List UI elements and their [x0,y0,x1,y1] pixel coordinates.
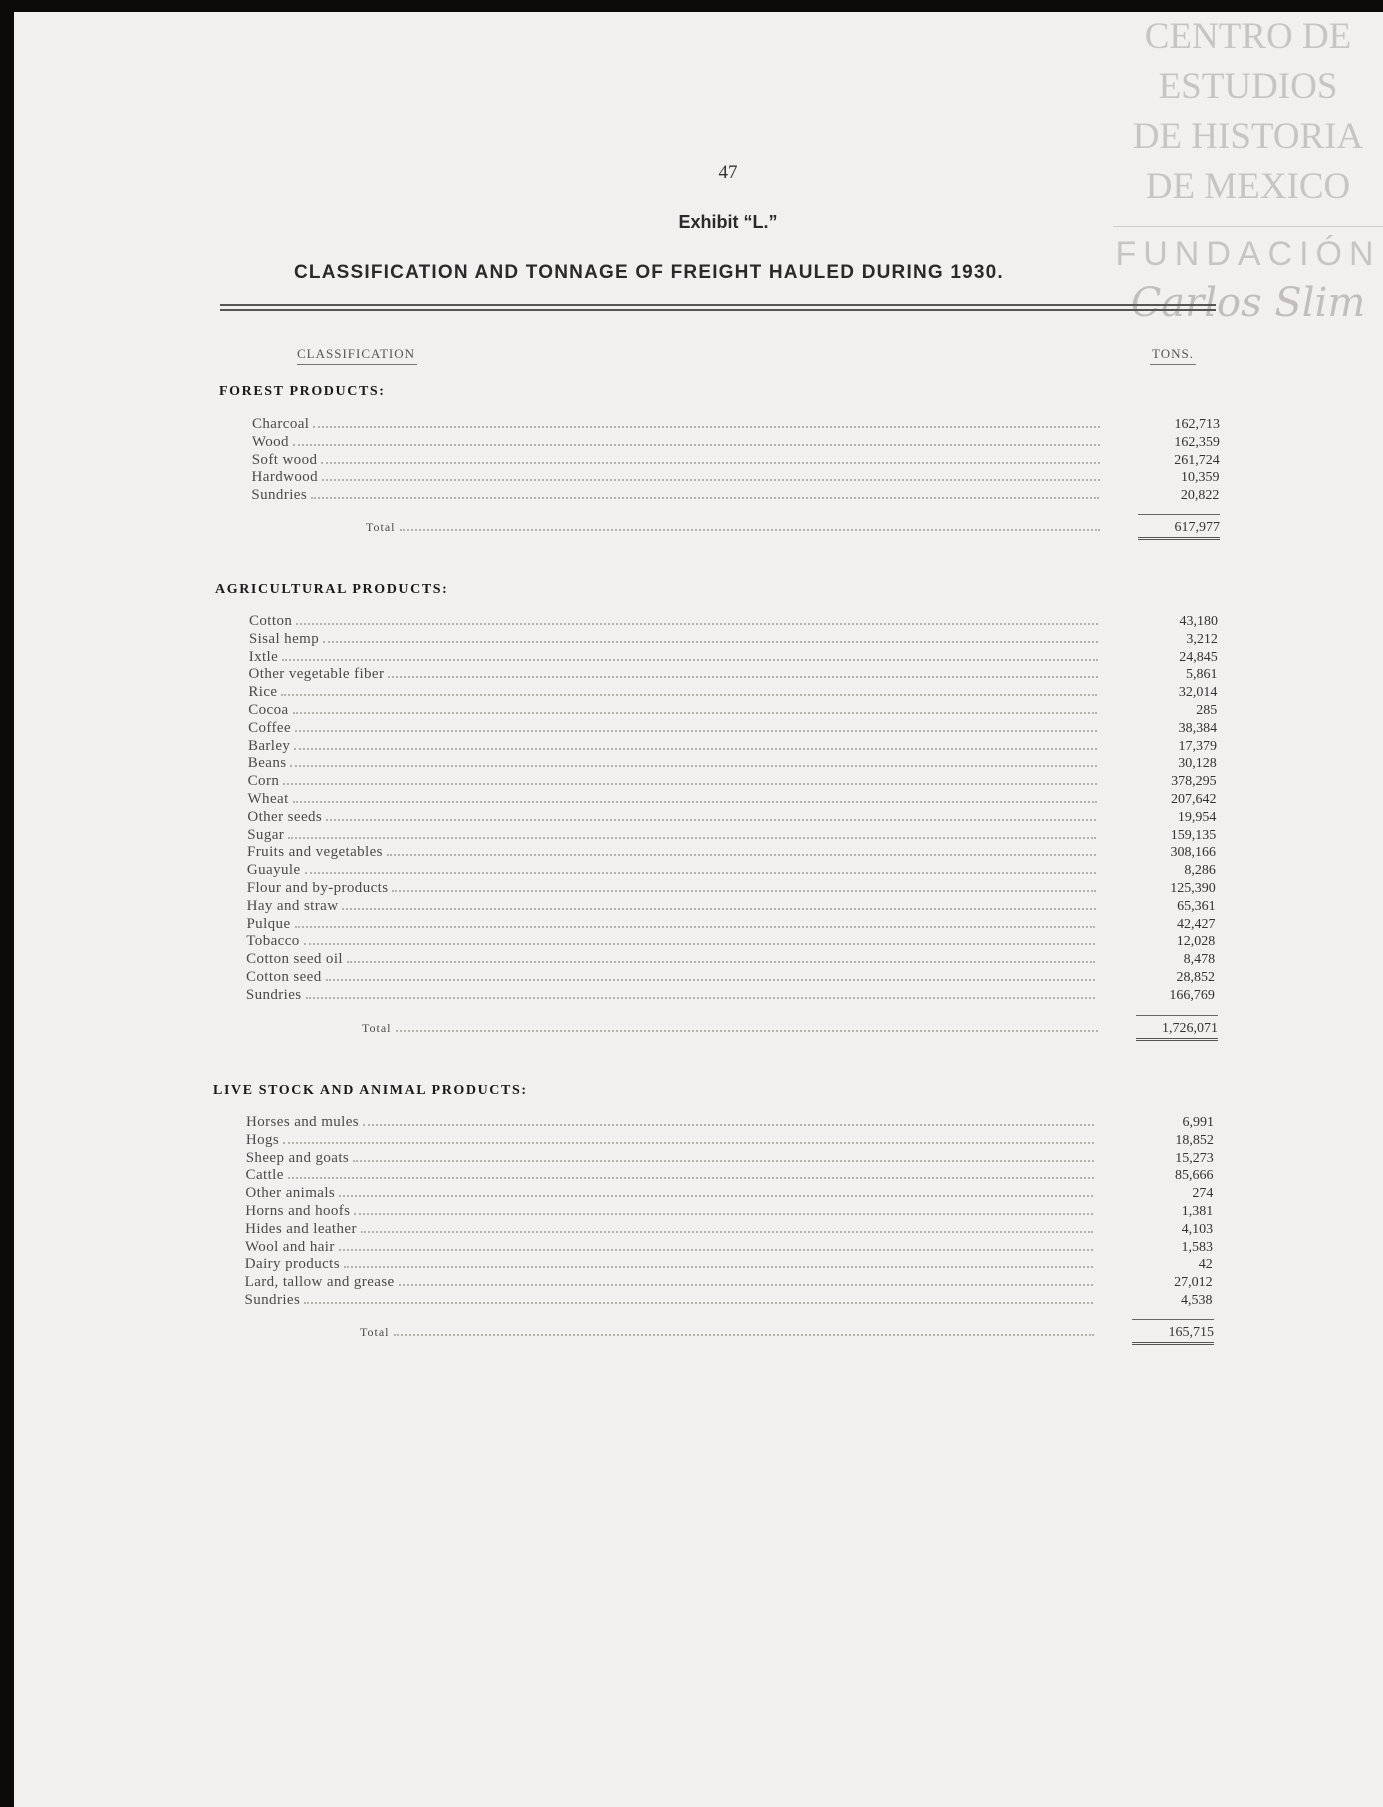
row-value: 6,991 [1182,1115,1214,1130]
table-row [246,1114,1214,1132]
table-row [246,916,1215,934]
table-row [247,880,1216,898]
table-row [248,755,1217,773]
tons-column-header: TONS. [1150,346,1196,365]
table-row [246,951,1215,969]
row-label: Cattle [245,1167,284,1184]
row-value: 18,852 [1175,1132,1214,1148]
table-row [247,898,1216,916]
row-label: Pulque [246,915,291,932]
table-row [248,791,1217,809]
row-value: 308,166 [1170,845,1217,861]
watermark-line: DE HISTORIA [1132,116,1364,157]
leader-dots [321,462,1099,464]
leader-dots [344,1266,1093,1268]
leader-dots [293,801,1097,803]
table-row [249,631,1218,649]
header-double-rule [220,304,1216,311]
leader-dots [399,1284,1093,1286]
leader-dots [288,1177,1094,1179]
leader-dots [322,479,1099,481]
leader-dots [353,1160,1094,1162]
exhibit-label: Exhibit “L.” [678,212,778,232]
row-value: 261,724 [1174,452,1220,468]
leader-dots [394,1334,1095,1336]
leader-dots [326,819,1096,821]
row-value: 4,538 [1181,1293,1213,1308]
total-value: 1,726,071 [1136,1015,1218,1041]
leader-dots [293,444,1100,446]
row-value: 30,128 [1178,756,1217,772]
row-value: 3,212 [1186,631,1218,647]
leader-dots [388,676,1097,678]
leader-dots [282,659,1098,661]
section-title: FOREST PRODUCTS: [219,384,386,399]
row-label: Wheat [247,791,289,807]
row-label: Guayule [246,862,301,879]
total-row [360,1319,1214,1340]
row-value: 8,286 [1184,863,1216,879]
row-label: Lard, tallow and grease [244,1274,395,1291]
leader-dots [304,1302,1092,1304]
row-value: 32,014 [1178,685,1218,701]
row-value: 162,359 [1174,434,1220,450]
total-label: Total [362,1021,392,1035]
row-value: 42 [1198,1257,1213,1273]
row-value: 125,390 [1170,881,1216,896]
table-row [245,1203,1213,1221]
leader-dots [283,783,1096,785]
row-value: 12,028 [1176,934,1216,950]
row-label: Wood [251,433,289,450]
row-label: Rice [248,684,278,701]
row-value: 274 [1192,1186,1214,1202]
leader-dots [387,854,1096,856]
leader-dots [363,1124,1094,1126]
table-row [245,1292,1213,1310]
row-label: Other animals [245,1185,336,1202]
table-row [252,452,1220,470]
table-row [252,416,1220,434]
row-value: 285 [1196,703,1218,718]
table-row [248,773,1217,791]
table-row [247,809,1216,827]
total-label: Total [360,1325,390,1339]
total-value: 617,977 [1138,514,1220,540]
row-value: 4,103 [1181,1221,1214,1237]
row-value: 27,012 [1174,1275,1213,1291]
row-label: Cotton [249,613,293,629]
table-row [247,844,1216,862]
table-row [245,1185,1213,1203]
table-row [249,666,1218,684]
row-value: 166,769 [1169,987,1215,1003]
table-row [247,862,1216,880]
leader-dots [392,890,1095,892]
leader-dots [295,730,1097,732]
row-label: Hay and straw [246,897,339,914]
table-row [247,827,1216,845]
row-label: Coffee [248,719,292,736]
table-row [246,969,1215,987]
row-value: 42,427 [1176,916,1216,932]
row-label: Cotton seed [246,969,322,985]
row-label: Horns and hoofs [245,1203,351,1219]
watermark-foundation: FUNDACIÓN [1115,235,1381,273]
row-value: 159,135 [1170,827,1217,843]
row-label: Charcoal [252,416,310,432]
leader-dots [342,908,1095,910]
total-row [366,514,1220,535]
leader-dots [283,1142,1094,1144]
row-label: Corn [247,773,280,790]
row-value: 8,478 [1183,952,1216,968]
row-label: Cocoa [248,702,289,718]
row-label: Sisal hemp [248,630,320,647]
row-label: Horses and mules [246,1114,360,1130]
row-value: 5,861 [1186,667,1218,683]
row-value: 17,379 [1178,738,1217,754]
table-row [249,613,1218,631]
table-row [248,702,1217,720]
classification-column-header: CLASSIFICATION [297,346,417,365]
leader-dots [313,426,1100,428]
row-label: Wool and hair [244,1238,335,1255]
table-row [246,933,1215,951]
total-label: Total [366,520,396,534]
leader-dots [326,979,1095,981]
row-label: Other seeds [247,808,323,825]
leader-dots [311,497,1099,499]
leader-dots [400,529,1101,531]
row-label: Flour and by-products [246,880,389,896]
document-page [14,12,1383,1807]
leader-dots [290,765,1096,767]
leader-dots [396,1030,1099,1032]
row-value: 28,852 [1176,970,1215,985]
table-row [248,720,1217,738]
leader-dots [347,961,1095,963]
leader-dots [361,1231,1093,1233]
leader-dots [306,997,1095,999]
leader-dots [304,943,1096,945]
leader-dots [339,1249,1093,1251]
row-label: Barley [247,737,291,754]
row-value: 38,384 [1178,720,1218,736]
leader-dots [323,641,1098,643]
row-label: Sugar [247,826,285,843]
row-label: Sundries [251,487,308,504]
page-title: CLASSIFICATION AND TONNAGE OF FREIGHT HAULED DURING 1930. [294,262,1004,283]
row-label: Fruits and vegetables [247,844,383,861]
row-label: Sundries [244,1292,301,1308]
row-value: 19,954 [1177,809,1217,825]
row-value: 162,713 [1174,417,1220,432]
watermark-line: DE MEXICO [1145,166,1351,207]
row-value: 43,180 [1179,614,1218,629]
total-value: 165,715 [1132,1319,1214,1345]
leader-dots [305,872,1096,874]
row-label: Other vegetable fiber [248,666,385,683]
row-value: 10,359 [1181,470,1220,486]
row-label: Hardwood [251,469,319,486]
table-row [246,1150,1214,1168]
row-label: Hides and leather [245,1220,357,1237]
row-label: Soft wood [251,451,318,468]
table-row [246,1167,1214,1185]
table-row [245,1221,1213,1239]
leader-dots [296,623,1098,625]
row-label: Sundries [245,986,302,1003]
table-row [245,1256,1213,1274]
row-label: Sheep and goats [245,1149,350,1166]
row-value: 65,361 [1177,898,1216,914]
watermark-line: CENTRO DE [1144,16,1352,57]
leader-dots [339,1195,1093,1197]
row-value: 20,822 [1180,488,1220,504]
leader-dots [294,748,1097,750]
row-value: 378,295 [1171,774,1217,790]
leader-dots [288,837,1096,839]
table-row [245,1239,1213,1257]
row-value: 1,381 [1181,1204,1214,1219]
watermark-signature: Carlos Slim [1130,280,1366,326]
row-label: Ixtle [248,648,279,665]
row-label: Cotton seed oil [246,951,343,968]
section-title: AGRICULTURAL PRODUCTS: [215,582,449,597]
table-row [245,1274,1213,1292]
row-value: 85,666 [1175,1168,1214,1184]
table-row [249,649,1218,667]
row-value: 15,273 [1175,1150,1214,1166]
leader-dots [295,926,1096,928]
section-title: LIVE STOCK AND ANIMAL PRODUCTS: [213,1083,528,1098]
row-value: 24,845 [1179,649,1218,665]
table-row [246,987,1215,1005]
row-value: 207,642 [1171,792,1217,807]
table-row [252,469,1220,487]
table-row [252,434,1220,452]
leader-dots [354,1213,1093,1215]
row-label: Beans [247,755,287,772]
leader-dots [281,694,1097,696]
page-number: 47 [718,162,738,183]
watermark-line: ESTUDIOS [1158,66,1338,107]
archive-watermark [1113,12,1383,372]
total-row [362,1015,1218,1036]
row-label: Dairy products [244,1256,340,1273]
row-label: Tobacco [246,933,300,950]
table-row [246,1132,1214,1150]
table-row [248,738,1217,756]
row-label: Hogs [245,1131,280,1148]
table-row [248,684,1217,702]
row-value: 1,583 [1181,1239,1213,1255]
leader-dots [293,712,1098,714]
table-row [251,487,1219,505]
